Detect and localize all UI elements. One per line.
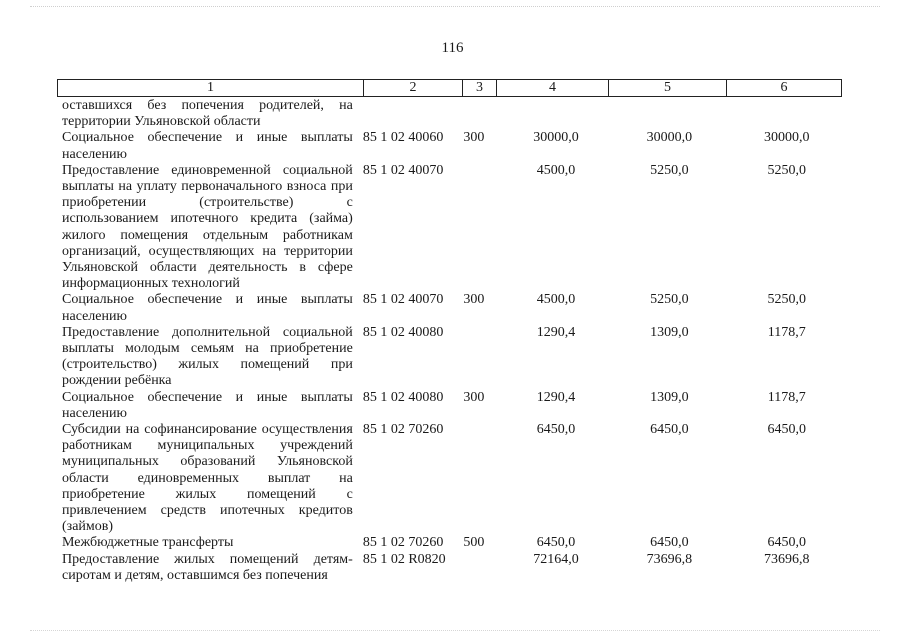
row-value-col4: 72164,0 [533, 551, 579, 567]
column-header-6: 6 [780, 80, 788, 95]
table-body [62, 98, 842, 584]
row-value-col6: 6450,0 [767, 422, 807, 438]
table-row [62, 292, 842, 324]
table-header-row [57, 79, 842, 97]
row-description: Субсидии на софинансирование осуществления работникам муниципальных учреждений муниципальных образований Ульяновской области единовременных выплат на приобретение жилых помещений с привлечением средств ипотечных кредитов (займов) [62, 422, 353, 535]
table-row [62, 552, 842, 584]
row-expense-type [463, 552, 498, 584]
row-expense-type [463, 163, 498, 293]
row-code: 85 1 02 40060 [362, 130, 444, 146]
column-header-5: 5 [609, 80, 727, 96]
row-code: 85 1 02 40080 [362, 389, 444, 405]
table-row [62, 130, 842, 162]
column-header-4: 4 [497, 80, 609, 96]
row-description: оставшихся без попечения родителей, на территории Ульяновской области [62, 98, 353, 130]
row-value-col6: 1178,7 [767, 324, 806, 340]
row-description: Социальное обеспечение и иные выплаты населению [62, 292, 353, 324]
row-value-col6: 6450,0 [767, 535, 807, 551]
row-code: 85 1 02 40070 [362, 162, 444, 178]
table-row [62, 535, 842, 551]
row-description: Предоставление единовременной социальной выплаты на уплату первоначального взноса при приобретении (строительстве) с использованием ипотечного кредита (займа) жилого помещения отдельным работникам организаций, осуществляющих на территории Ульяновской области деятельность в сфере информационных технологий [62, 162, 353, 292]
column-header-1: 1 [58, 80, 364, 96]
row-value-col4 [499, 98, 611, 130]
row-value-col6: 5250,0 [767, 292, 807, 308]
row-value-col4: 6450,0 [536, 422, 576, 438]
row-value-col4: 1290,4 [536, 389, 576, 405]
row-expense-type [463, 422, 498, 535]
row-value-col5: 30000,0 [646, 130, 693, 146]
row-code: 85 1 02 70260 [362, 422, 444, 438]
row-code [360, 98, 464, 130]
row-code: 85 1 02 70260 [362, 535, 444, 551]
row-value-col4: 1290,4 [536, 324, 576, 340]
table-row [62, 325, 842, 390]
column-header-3: 3 [463, 80, 497, 96]
row-value-col4: 4500,0 [536, 162, 576, 178]
row-value-col6: 5250,0 [767, 162, 807, 178]
row-value-col5: 5250,0 [650, 292, 689, 308]
scan-edge-bottom [30, 630, 880, 632]
row-expense-type: 300 [463, 389, 485, 405]
row-description: Предоставление дополнительной социальной выплаты молодым семьям на приобретение (строительство) жилых помещений при рождении ребёнка [62, 324, 353, 389]
row-value-col6 [728, 98, 842, 130]
column-header-2: 2 [364, 80, 463, 96]
row-value-col5: 1309,0 [650, 389, 689, 405]
row-value-col6: 1178,7 [767, 389, 806, 405]
row-description: Социальное обеспечение и иные выплаты населению [62, 130, 353, 162]
table-row [62, 163, 842, 293]
row-value-col6: 30000,0 [764, 130, 810, 146]
row-value-col5: 6450,0 [650, 535, 689, 551]
row-expense-type: 300 [463, 292, 485, 308]
table-row [62, 390, 842, 422]
row-description: Предоставление жилых помещений детям-сиротам и детям, оставшимся без попечения [62, 551, 353, 583]
row-value-col4: 30000,0 [533, 130, 579, 146]
row-value-col4: 6450,0 [536, 535, 576, 551]
row-value-col6: 73696,8 [764, 551, 810, 567]
row-value-col4: 4500,0 [536, 292, 576, 308]
row-description: Межбюджетные трансферты [62, 535, 234, 551]
row-value-col5: 6450,0 [650, 422, 689, 438]
row-value-col5: 73696,8 [646, 551, 693, 567]
row-value-col5 [611, 98, 727, 130]
row-value-col5: 1309,0 [650, 324, 689, 340]
row-expense-type: 300 [463, 130, 485, 146]
row-code: 85 1 02 40080 [362, 324, 444, 340]
row-code: 85 1 02 R0820 [362, 551, 446, 567]
row-value-col5: 5250,0 [650, 162, 689, 178]
row-code: 85 1 02 40070 [362, 292, 444, 308]
table-row [62, 98, 842, 130]
row-description: Социальное обеспечение и иные выплаты населению [62, 389, 353, 421]
scan-edge-top [30, 6, 880, 8]
page-number: 116 [441, 40, 464, 56]
row-expense-type: 500 [463, 535, 485, 551]
table-row [62, 422, 842, 535]
row-expense-type [463, 98, 498, 130]
row-expense-type [463, 325, 498, 390]
